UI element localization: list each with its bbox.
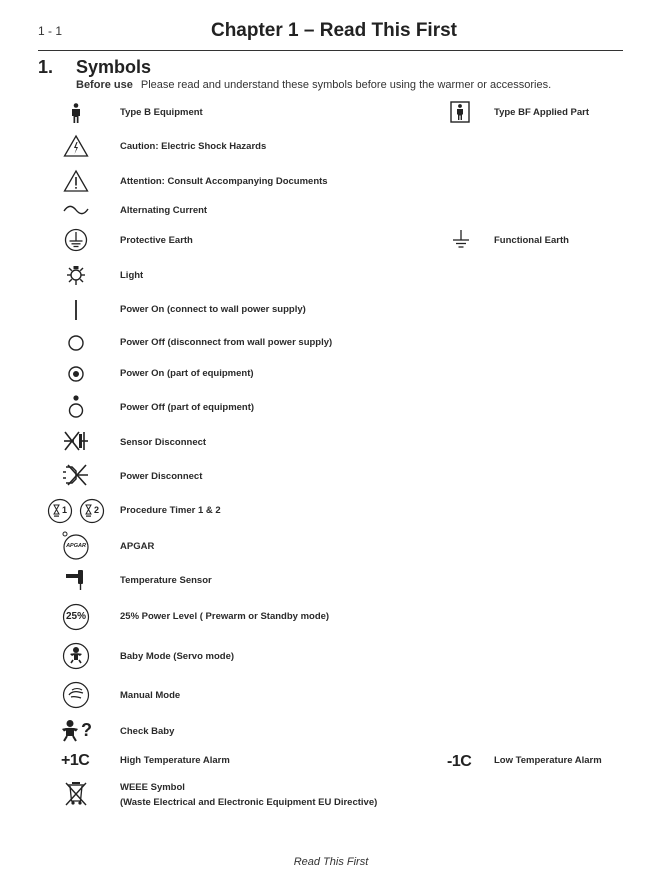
high-temp-alarm-icon: +1C (61, 752, 90, 769)
page-number: 1 - 1 (38, 24, 63, 38)
symbol-label: Sensor Disconnect (120, 437, 207, 448)
check-baby-icon (60, 719, 96, 745)
symbol-label: Power Off (part of equipment) (120, 402, 255, 413)
timer-2-number: 2 (94, 505, 100, 515)
type-b-equipment-icon (66, 102, 86, 124)
timer-1-number: 1 (62, 505, 68, 515)
temperature-sensor-icon (63, 567, 89, 591)
symbol-label: Power On (part of equipment) (120, 368, 254, 379)
footer-text: Read This First (293, 856, 369, 868)
baby-figure-icon (60, 719, 80, 743)
symbol-label: Temperature Sensor (120, 575, 212, 586)
section-number: 1. (38, 57, 54, 77)
type-bf-applied-part-icon (450, 101, 470, 123)
symbol-label: APGAR (120, 541, 155, 552)
header-divider (38, 50, 623, 51)
power-off-part-icon (66, 394, 86, 420)
symbol-label: Type BF Applied Part (494, 107, 590, 118)
symbol-label: Protective Earth (120, 235, 193, 246)
symbol-label: Procedure Timer 1 & 2 (120, 505, 221, 516)
light-icon (64, 263, 88, 287)
symbol-label: Check Baby (120, 726, 175, 737)
symbol-label: 25% Power Level ( Prewarm or Standby mode) (120, 611, 330, 622)
symbol-label-subtext: (Waste Electrical and Electronic Equipment EU Directive) (120, 797, 378, 808)
apgar-icon (60, 530, 92, 562)
power-on-line-icon (70, 298, 82, 322)
power-disconnect-icon (62, 463, 90, 487)
section-intro (76, 79, 551, 91)
symbol-label: WEEE Symbol (120, 782, 185, 793)
intro-label: Before use (76, 79, 133, 91)
electric-shock-warning-icon (63, 134, 89, 158)
section-title: Symbols (76, 57, 152, 77)
protective-earth-icon (64, 228, 88, 252)
symbol-label: Attention: Consult Accompanying Documents (120, 176, 328, 187)
alternating-current-icon (62, 203, 90, 217)
power-level-icon-text: 25% (65, 611, 86, 622)
manual-mode-icon (62, 681, 90, 709)
procedure-timer-icon (47, 498, 105, 524)
power-on-dot-circle-icon (66, 364, 86, 384)
symbol-label: Type B Equipment (120, 107, 203, 118)
symbol-label: Caution: Electric Shock Hazards (120, 141, 267, 152)
sensor-disconnect-icon (62, 429, 90, 453)
baby-mode-icon (62, 642, 90, 670)
functional-earth-icon (450, 229, 472, 249)
power-off-circle-icon (66, 333, 86, 353)
symbol-label: Power On (connect to wall power supply) (120, 304, 306, 315)
symbol-label: Power Disconnect (120, 471, 203, 482)
symbol-label: Baby Mode (Servo mode) (120, 651, 235, 662)
chapter-title: Chapter 1 – Read This First (210, 20, 457, 41)
symbol-label: Functional Earth (494, 235, 569, 246)
symbol-label: Manual Mode (120, 690, 181, 701)
attention-warning-icon (63, 169, 89, 193)
low-temp-alarm-icon: -1C (447, 753, 472, 770)
check-baby-question: ? (81, 720, 92, 740)
timer-1-icon (47, 498, 73, 524)
timer-2-icon (79, 498, 105, 524)
apgar-icon-text: APGAR (66, 543, 86, 549)
symbol-label: Light (120, 270, 144, 281)
symbol-label: Power Off (disconnect from wall power supply) (120, 337, 333, 348)
symbol-label: Alternating Current (120, 205, 208, 216)
weee-icon (63, 780, 89, 808)
symbol-label: High Temperature Alarm (120, 755, 230, 766)
symbol-label: Low Temperature Alarm (494, 755, 602, 766)
intro-text: Please read and understand these symbols before using the warmer or accessories. (140, 79, 552, 91)
power-level-25-icon (62, 603, 90, 631)
